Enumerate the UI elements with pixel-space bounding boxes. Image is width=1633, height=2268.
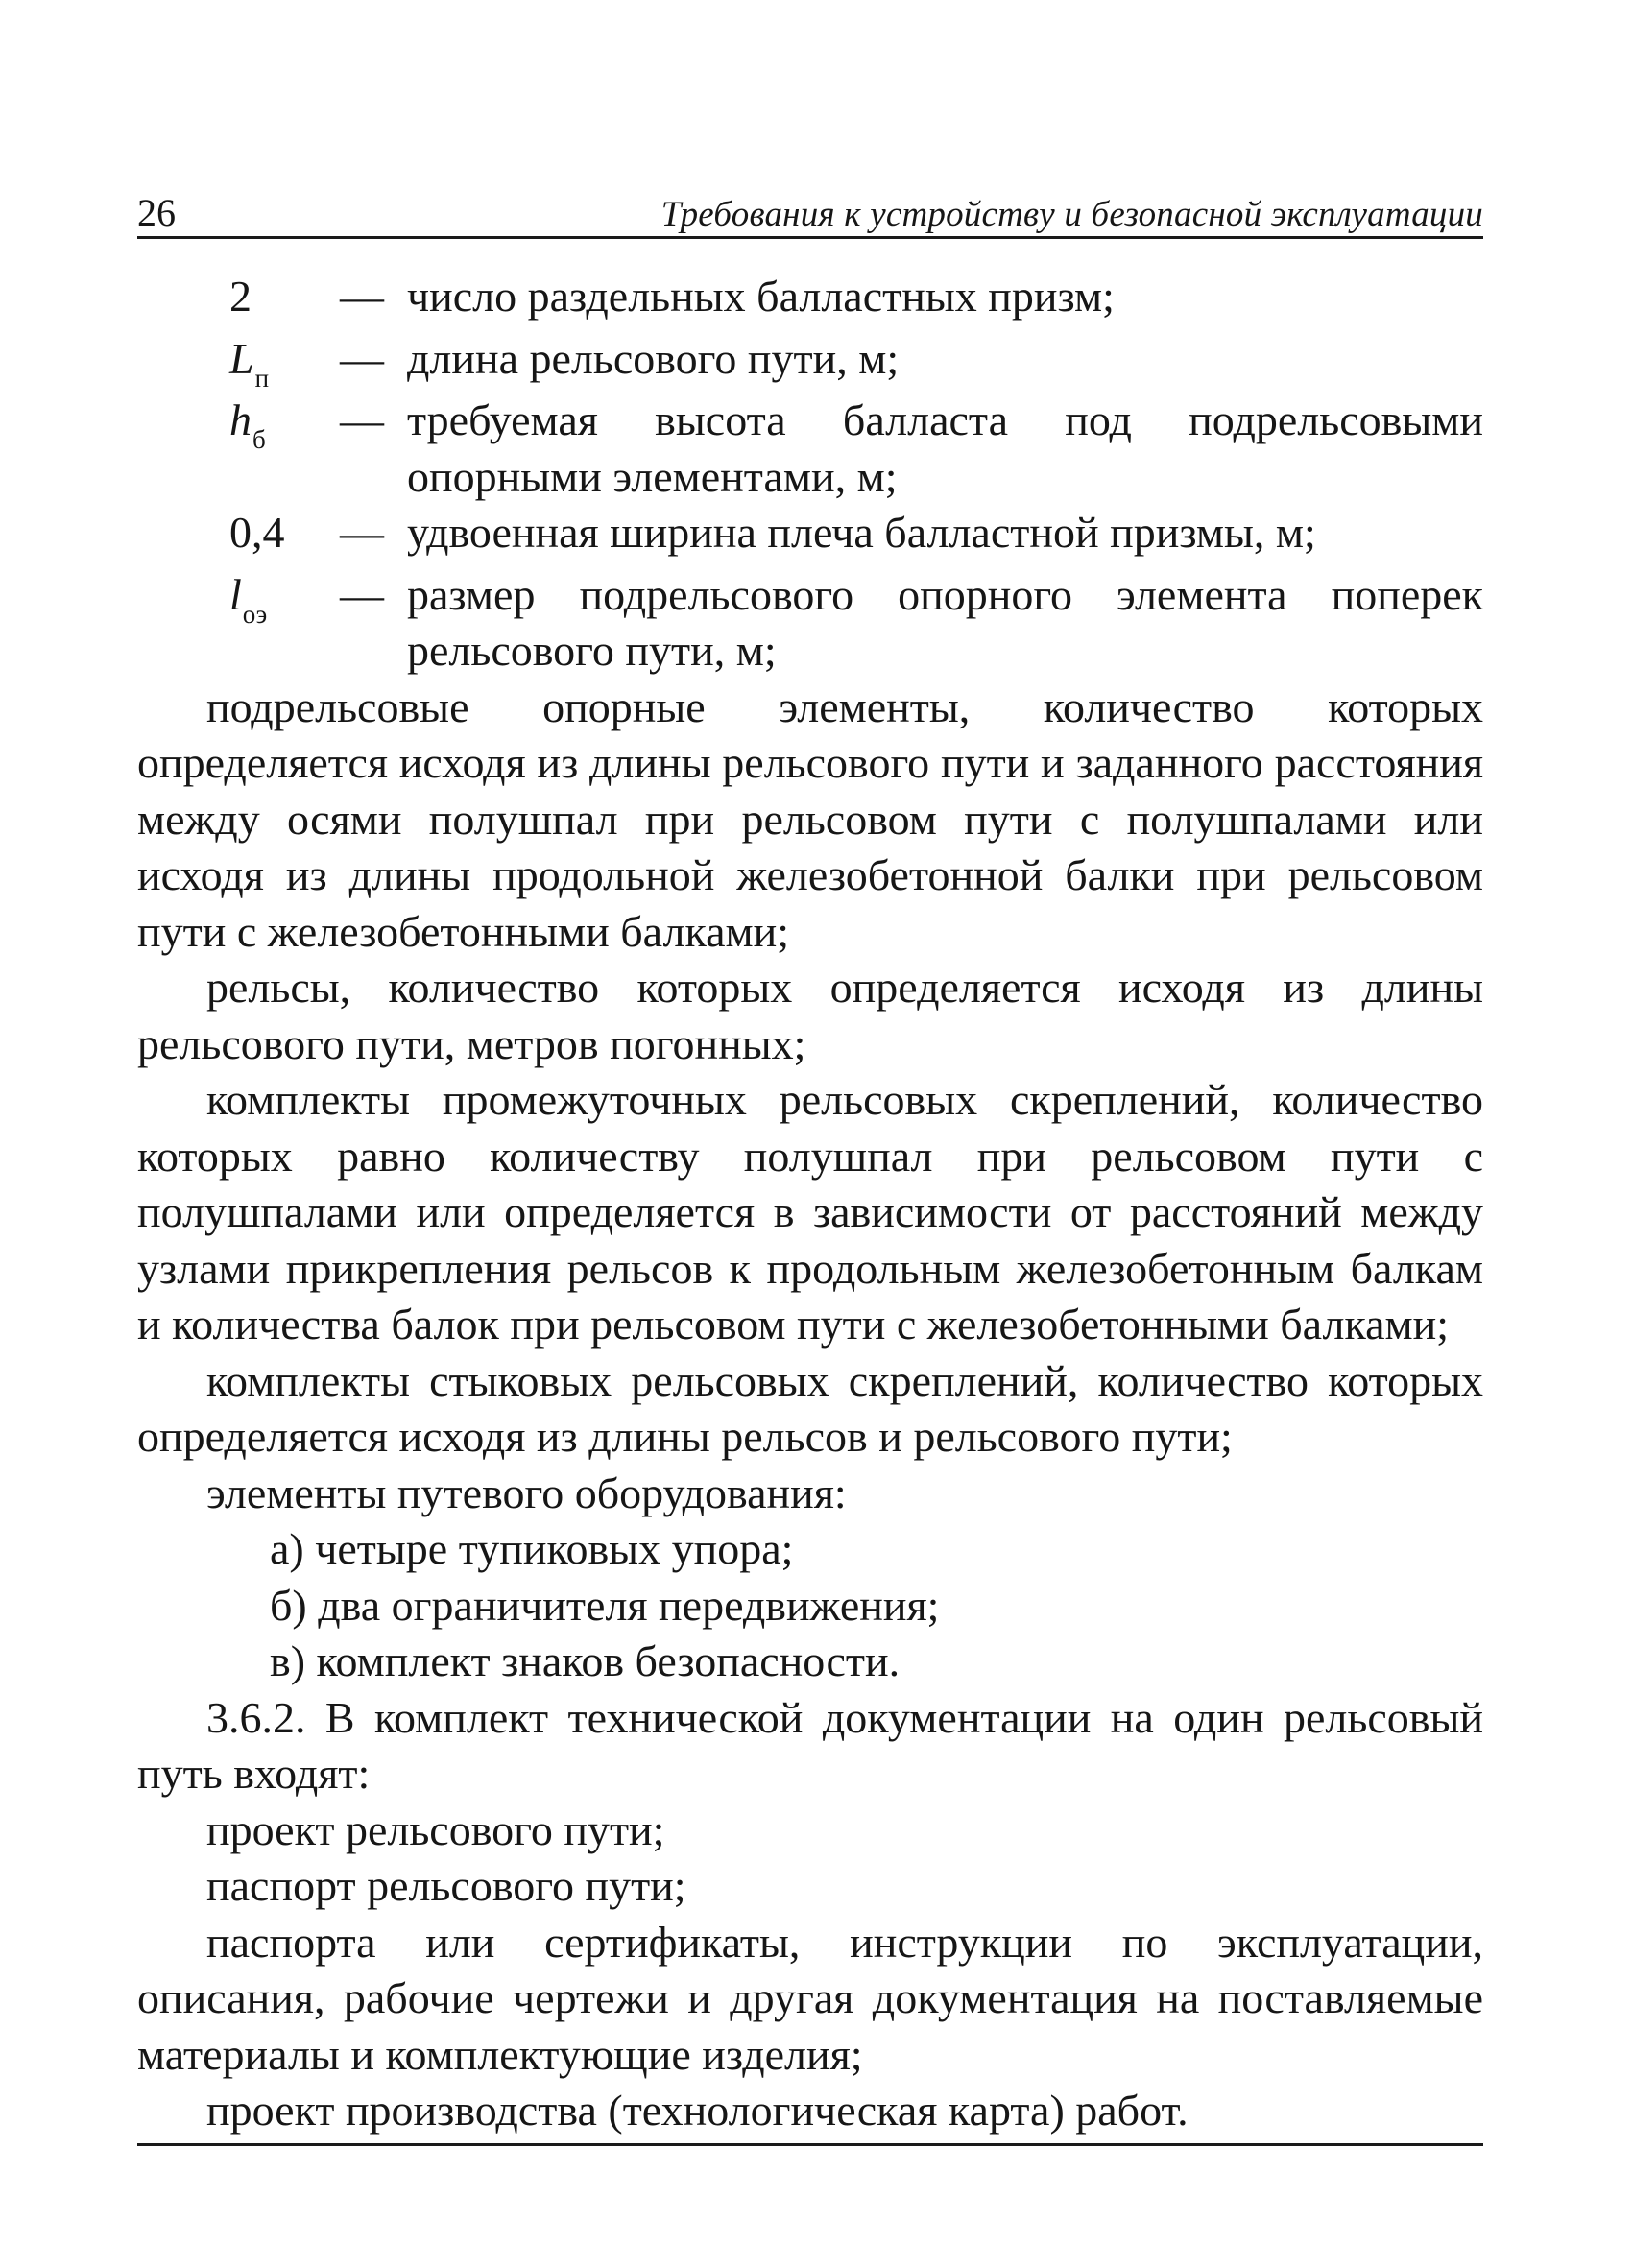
documentation-item: проект производства (технологическая карта) работ. (206, 2086, 1189, 2135)
legend-description: число раздельных балластных призм; (407, 272, 1115, 321)
symbol-main: 2 (229, 272, 252, 321)
symbol-subscript: б (252, 425, 266, 454)
legend-description: удвоенная ширина плеча балластной призмы, м; (407, 508, 1316, 557)
legend-symbol (137, 393, 340, 455)
paragraph: элементы путевого оборудования: (206, 1468, 847, 1517)
documentation-item: проект рельсового пути; (206, 1804, 665, 1854)
equipment-item: б) два ограничителя передвижения; (270, 1580, 940, 1630)
symbol-legend (137, 269, 1483, 680)
legend-symbol (137, 331, 340, 394)
legend-dash: — (340, 569, 384, 619)
symbol-subscript: п (254, 363, 270, 393)
legend-description: длина рельсового пути, м; (407, 333, 900, 383)
running-title: Требования к устройству и безопасной эксплуатации (660, 195, 1483, 234)
legend-row (137, 567, 1483, 680)
legend-row (137, 331, 1483, 394)
legend-symbol (137, 269, 340, 331)
page-body (137, 269, 1483, 2139)
legend-row (137, 269, 1483, 331)
legend-row (137, 505, 1483, 567)
legend-symbol (137, 505, 340, 567)
symbol-subscript: оэ (242, 599, 268, 629)
page-number: 26 (137, 191, 176, 234)
book-page (137, 188, 1483, 2146)
equipment-item: а) четыре тупиковых упора; (270, 1524, 794, 1573)
bottom-rule (137, 2143, 1483, 2146)
legend-dash: — (340, 508, 384, 557)
paragraph: комплекты стыковых рельсовых скреплений, количество которых определяется исходя из длины рельсов и рельсового пути; (137, 1355, 1483, 1461)
legend-description: требуемая высота балласта под подрельсовыми опорными элементами, м; (407, 395, 1483, 501)
paragraph: рельсы, количество которых определяется исходя из длины рельсового пути, метров погонных; (137, 963, 1483, 1068)
paragraph: комплекты промежуточных рельсовых скреплений, количество которых равно количеству полушпал при рельсовом пути с полушпалами или определяется в зависимости от расстояний между узлами прикрепления рельсов к продольным железобетонным балкам и количества балок при рельсовом пути с железобетонными балками; (137, 1075, 1483, 1349)
running-header (137, 188, 1483, 239)
legend-description: размер подрельсового опорного элемента поперек рельсового пути, м; (407, 569, 1483, 675)
symbol-main: 0,4 (229, 508, 285, 557)
legend-dash: — (340, 395, 384, 444)
documentation-item: паспорт рельсового пути; (206, 1861, 686, 1910)
section-intro: 3.6.2. В комплект технической документации на один рельсовый путь входят: (137, 1692, 1483, 1798)
legend-row (137, 393, 1483, 505)
legend-dash: — (340, 272, 384, 321)
legend-symbol (137, 567, 340, 630)
legend-dash: — (340, 333, 384, 383)
paragraph: подрельсовые опорные элементы, количество которых определяется исходя из длины рельсового пути и заданного расстояния между осями полушпал при рельсовом пути с полушпалами или исходя из длины продольной железобетонной балки при рельсовом пути с железобетонными балками; (137, 681, 1483, 956)
symbol-main: h (229, 395, 252, 444)
symbol-main: L (229, 333, 254, 383)
equipment-item: в) комплект знаков безопасности. (270, 1636, 901, 1685)
documentation-item: паспорта или сертификаты, инструкции по эксплуатации, описания, рабочие чертежи и другая документация на поставляемые материалы и комплектующие изделия; (137, 1917, 1483, 2079)
symbol-main: l (229, 569, 242, 619)
